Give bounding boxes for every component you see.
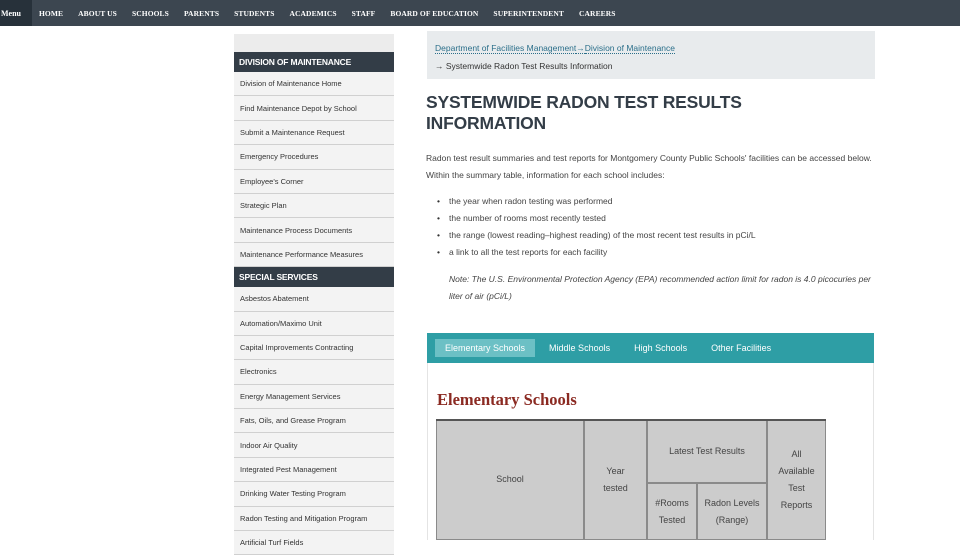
table-header-latest-results: Latest Test Results xyxy=(647,419,767,483)
sidebar xyxy=(234,34,394,548)
sidebar-spacer xyxy=(234,34,394,52)
breadcrumb-link-division-of-maintenance[interactable]: Division of Maintenance xyxy=(584,43,676,53)
sidebar-item-pest-management[interactable]: Integrated Pest Management xyxy=(234,458,394,482)
breadcrumb-line-1 xyxy=(435,39,867,57)
sidebar-item-fats-oils-grease[interactable]: Fats, Oils, and Grease Program xyxy=(234,409,394,433)
sidebar-item-employees-corner[interactable]: Employee's Corner xyxy=(234,170,394,194)
tab-elementary-schools[interactable]: Elementary Schools xyxy=(435,339,535,357)
list-item: • the number of rooms most recently tested xyxy=(437,210,877,227)
sidebar-item-radon-testing[interactable]: Radon Testing and Mitigation Program xyxy=(234,507,394,531)
sidebar-item-find-depot[interactable]: Find Maintenance Depot by School xyxy=(234,96,394,120)
menu-button[interactable]: Menu xyxy=(0,0,32,26)
table-header-school[interactable]: School xyxy=(436,419,584,540)
sidebar-item-asbestos-abatement[interactable]: Asbestos Abatement xyxy=(234,287,394,311)
sidebar-item-process-documents[interactable]: Maintenance Process Documents xyxy=(234,218,394,242)
sidebar-item-strategic-plan[interactable]: Strategic Plan xyxy=(234,194,394,218)
sidebar-item-emergency-procedures[interactable]: Emergency Procedures xyxy=(234,145,394,169)
table-header-radon-levels[interactable]: Radon Levels (Range) xyxy=(697,483,767,540)
sidebar-heading-division-of-maintenance: DIVISION OF MAINTENANCE xyxy=(234,52,394,72)
breadcrumb-current-page: → Systemwide Radon Test Results Information xyxy=(435,61,613,71)
sidebar-item-indoor-air-quality[interactable]: Indoor Air Quality xyxy=(234,433,394,457)
intro-paragraph: Radon test result summaries and test reports for Montgomery County Public Schools' facilities can be accessed below. Within the summary table, information for each school includes: xyxy=(426,153,872,180)
sidebar-item-automation-maximo[interactable]: Automation/Maximo Unit xyxy=(234,312,394,336)
top-navigation xyxy=(0,0,960,26)
sidebar-item-division-home[interactable]: Division of Maintenance Home xyxy=(234,72,394,96)
list-item: • the range (lowest reading–highest reading) of the most recent test results in pCi/L xyxy=(437,227,877,244)
tab-high-schools[interactable]: High Schools xyxy=(634,343,688,353)
nav-link-home[interactable]: HOME xyxy=(39,8,64,18)
breadcrumb xyxy=(427,31,875,79)
nav-link-staff[interactable]: STAFF xyxy=(351,8,376,18)
nav-link-about-us[interactable]: ABOUT US xyxy=(78,8,117,18)
nav-link-board-of-education[interactable]: BOARD OF EDUCATION xyxy=(390,8,479,18)
nav-link-students[interactable]: STUDENTS xyxy=(234,8,275,18)
table-header-rooms-tested[interactable]: #Rooms Tested xyxy=(647,483,697,540)
table-header-test-reports: All Available Test Reports xyxy=(767,419,826,540)
info-bullet-list xyxy=(437,193,877,261)
sidebar-item-performance-measures[interactable]: Maintenance Performance Measures xyxy=(234,243,394,267)
school-type-tabs xyxy=(427,333,874,363)
epa-note: Note: The U.S. Environmental Protection Agency (EPA) recommended action limit for radon is 4.0 picocuries per liter of air (pCi/L) xyxy=(449,274,871,301)
page-title: SYSTEMWIDE RADON TEST RESULTS INFORMATION xyxy=(426,92,742,133)
table-header-year-tested[interactable]: Year tested xyxy=(584,419,647,540)
sidebar-item-energy-management[interactable]: Energy Management Services xyxy=(234,385,394,409)
sidebar-item-submit-request[interactable]: Submit a Maintenance Request xyxy=(234,121,394,145)
sidebar-item-electronics[interactable]: Electronics xyxy=(234,360,394,384)
results-table xyxy=(436,419,826,540)
nav-link-careers[interactable]: CAREERS xyxy=(579,8,616,18)
tab-middle-schools[interactable]: Middle Schools xyxy=(549,343,611,353)
table-top-border xyxy=(436,419,826,421)
nav-link-schools[interactable]: SCHOOLS xyxy=(131,8,169,18)
list-item: • the year when radon testing was performed xyxy=(437,193,877,210)
sidebar-heading-special-services: SPECIAL SERVICES xyxy=(234,267,394,287)
breadcrumb-arrow: → xyxy=(576,43,585,53)
tab-other-facilities[interactable]: Other Facilities xyxy=(711,343,772,353)
list-item: • a link to all the test reports for each facility xyxy=(437,244,877,261)
breadcrumb-link-facilities-management[interactable]: Department of Facilities Management xyxy=(435,43,577,53)
nav-link-academics[interactable]: ACADEMICS xyxy=(289,8,337,18)
nav-link-parents[interactable]: PARENTS xyxy=(183,8,220,18)
sidebar-item-drinking-water[interactable]: Drinking Water Testing Program xyxy=(234,482,394,506)
nav-links xyxy=(32,0,631,26)
panel-title: Elementary Schools xyxy=(437,390,577,409)
sidebar-item-artificial-turf[interactable]: Artificial Turf Fields xyxy=(234,531,394,555)
sidebar-item-capital-improvements[interactable]: Capital Improvements Contracting xyxy=(234,336,394,360)
nav-link-superintendent[interactable]: SUPERINTENDENT xyxy=(493,8,565,18)
